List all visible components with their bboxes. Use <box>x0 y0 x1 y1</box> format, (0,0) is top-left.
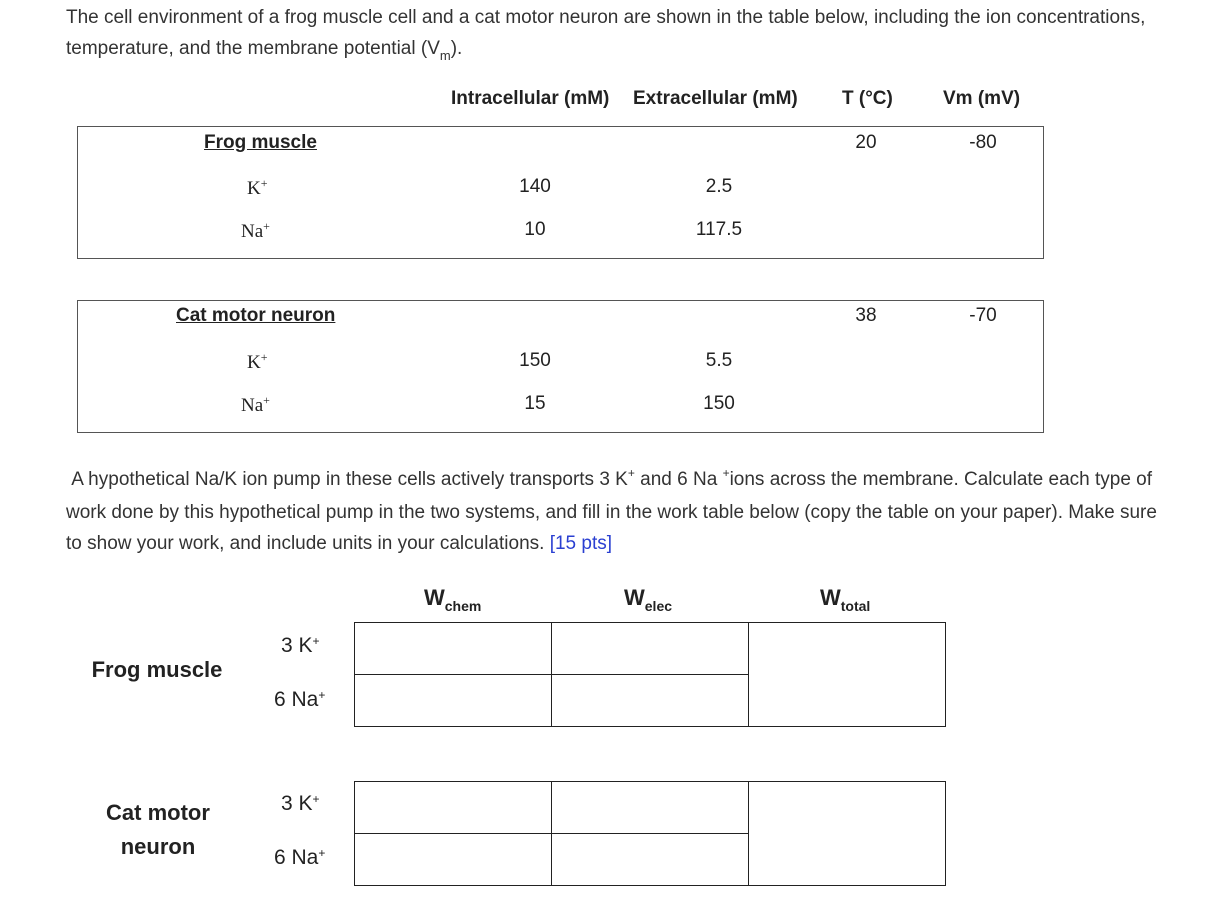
table-row <box>355 782 946 834</box>
header-w-chem: $W_{chem}$ <box>424 585 482 614</box>
points-label: [15 pts] <box>549 533 613 554</box>
cat-neuron-section-title: Cat motor neuron <box>176 305 336 326</box>
intro-paragraph: The cell environment of a frog muscle cell and a cat motor neuron are shown in the table below, including the ion concentrations, temperature, and the membrane potential $(V_m)$. <box>66 7 1146 63</box>
frog-k-ion-label: K+ <box>247 176 268 199</box>
cat-k-intracellular: 150 <box>519 350 551 371</box>
frog-k-wtotal-cell[interactable] <box>749 623 946 727</box>
intro-subscript: m <box>439 48 451 63</box>
frog-vm-value: -80 <box>969 132 997 153</box>
work-table-cat <box>354 781 946 886</box>
header-intracellular: Intracellular (mM) <box>451 88 610 109</box>
cat-k-extracellular: 5.5 <box>705 350 733 371</box>
work-cat-k-label: 3 K+ <box>281 792 320 815</box>
header-membrane-potential: Vm (mV) <box>943 88 1021 109</box>
header-w-total: $W_{total}$ <box>820 585 871 614</box>
frog-k-welec-cell[interactable] <box>552 623 749 675</box>
cat-k-wtotal-cell[interactable] <box>749 782 946 886</box>
cat-na-extracellular: 150 <box>703 393 735 414</box>
frog-na-ion-label: Na+ <box>241 219 270 242</box>
frog-na-wchem-cell[interactable] <box>355 675 552 727</box>
pump-paragraph: A hypothetical Na/K ion pump in these cells actively transports 3 K+ and 6 Na +ions across the membrane. Calculate each type of work done by this hypothetical pump in the two systems, and fill in the work table below (copy the table on your paper). Make sure to show your work, and include units in your calculations. [15 pts] <box>66 466 1157 554</box>
cat-na-wchem-cell[interactable] <box>355 834 552 886</box>
cat-k-wchem-cell[interactable] <box>355 782 552 834</box>
cat-k-welec-cell[interactable] <box>552 782 749 834</box>
cat-na-ion-label: Na+ <box>241 393 270 416</box>
frog-temp-value: 20 <box>855 132 877 153</box>
work-cat-neuron-label: Cat motor neuron <box>106 800 210 859</box>
frog-na-welec-cell[interactable] <box>552 675 749 727</box>
cat-k-ion-label: K+ <box>247 350 268 373</box>
header-w-elec: $W_{elec}$ <box>624 585 673 614</box>
frog-k-intracellular: 140 <box>519 176 551 197</box>
cat-na-welec-cell[interactable] <box>552 834 749 886</box>
frog-na-intracellular: 10 <box>524 219 546 240</box>
cat-vm-value: -70 <box>969 305 997 326</box>
frog-na-extracellular: 117.5 <box>695 219 743 240</box>
header-temperature: T (°C) <box>842 88 893 109</box>
work-frog-k-label: 3 K+ <box>281 634 320 657</box>
table-row <box>355 623 946 675</box>
frog-k-wchem-cell[interactable] <box>355 623 552 675</box>
frog-muscle-section-title: Frog muscle <box>204 132 317 153</box>
work-frog-muscle-label: Frog muscle <box>91 657 223 682</box>
cat-temp-value: 38 <box>855 305 877 326</box>
work-cat-na-label: 6 Na+ <box>274 846 326 869</box>
work-frog-na-label: 6 Na+ <box>274 688 326 711</box>
frog-k-extracellular: 2.5 <box>705 176 733 197</box>
work-table-frog <box>354 622 946 727</box>
cat-na-intracellular: 15 <box>524 393 546 414</box>
header-extracellular: Extracellular (mM) <box>633 88 798 109</box>
